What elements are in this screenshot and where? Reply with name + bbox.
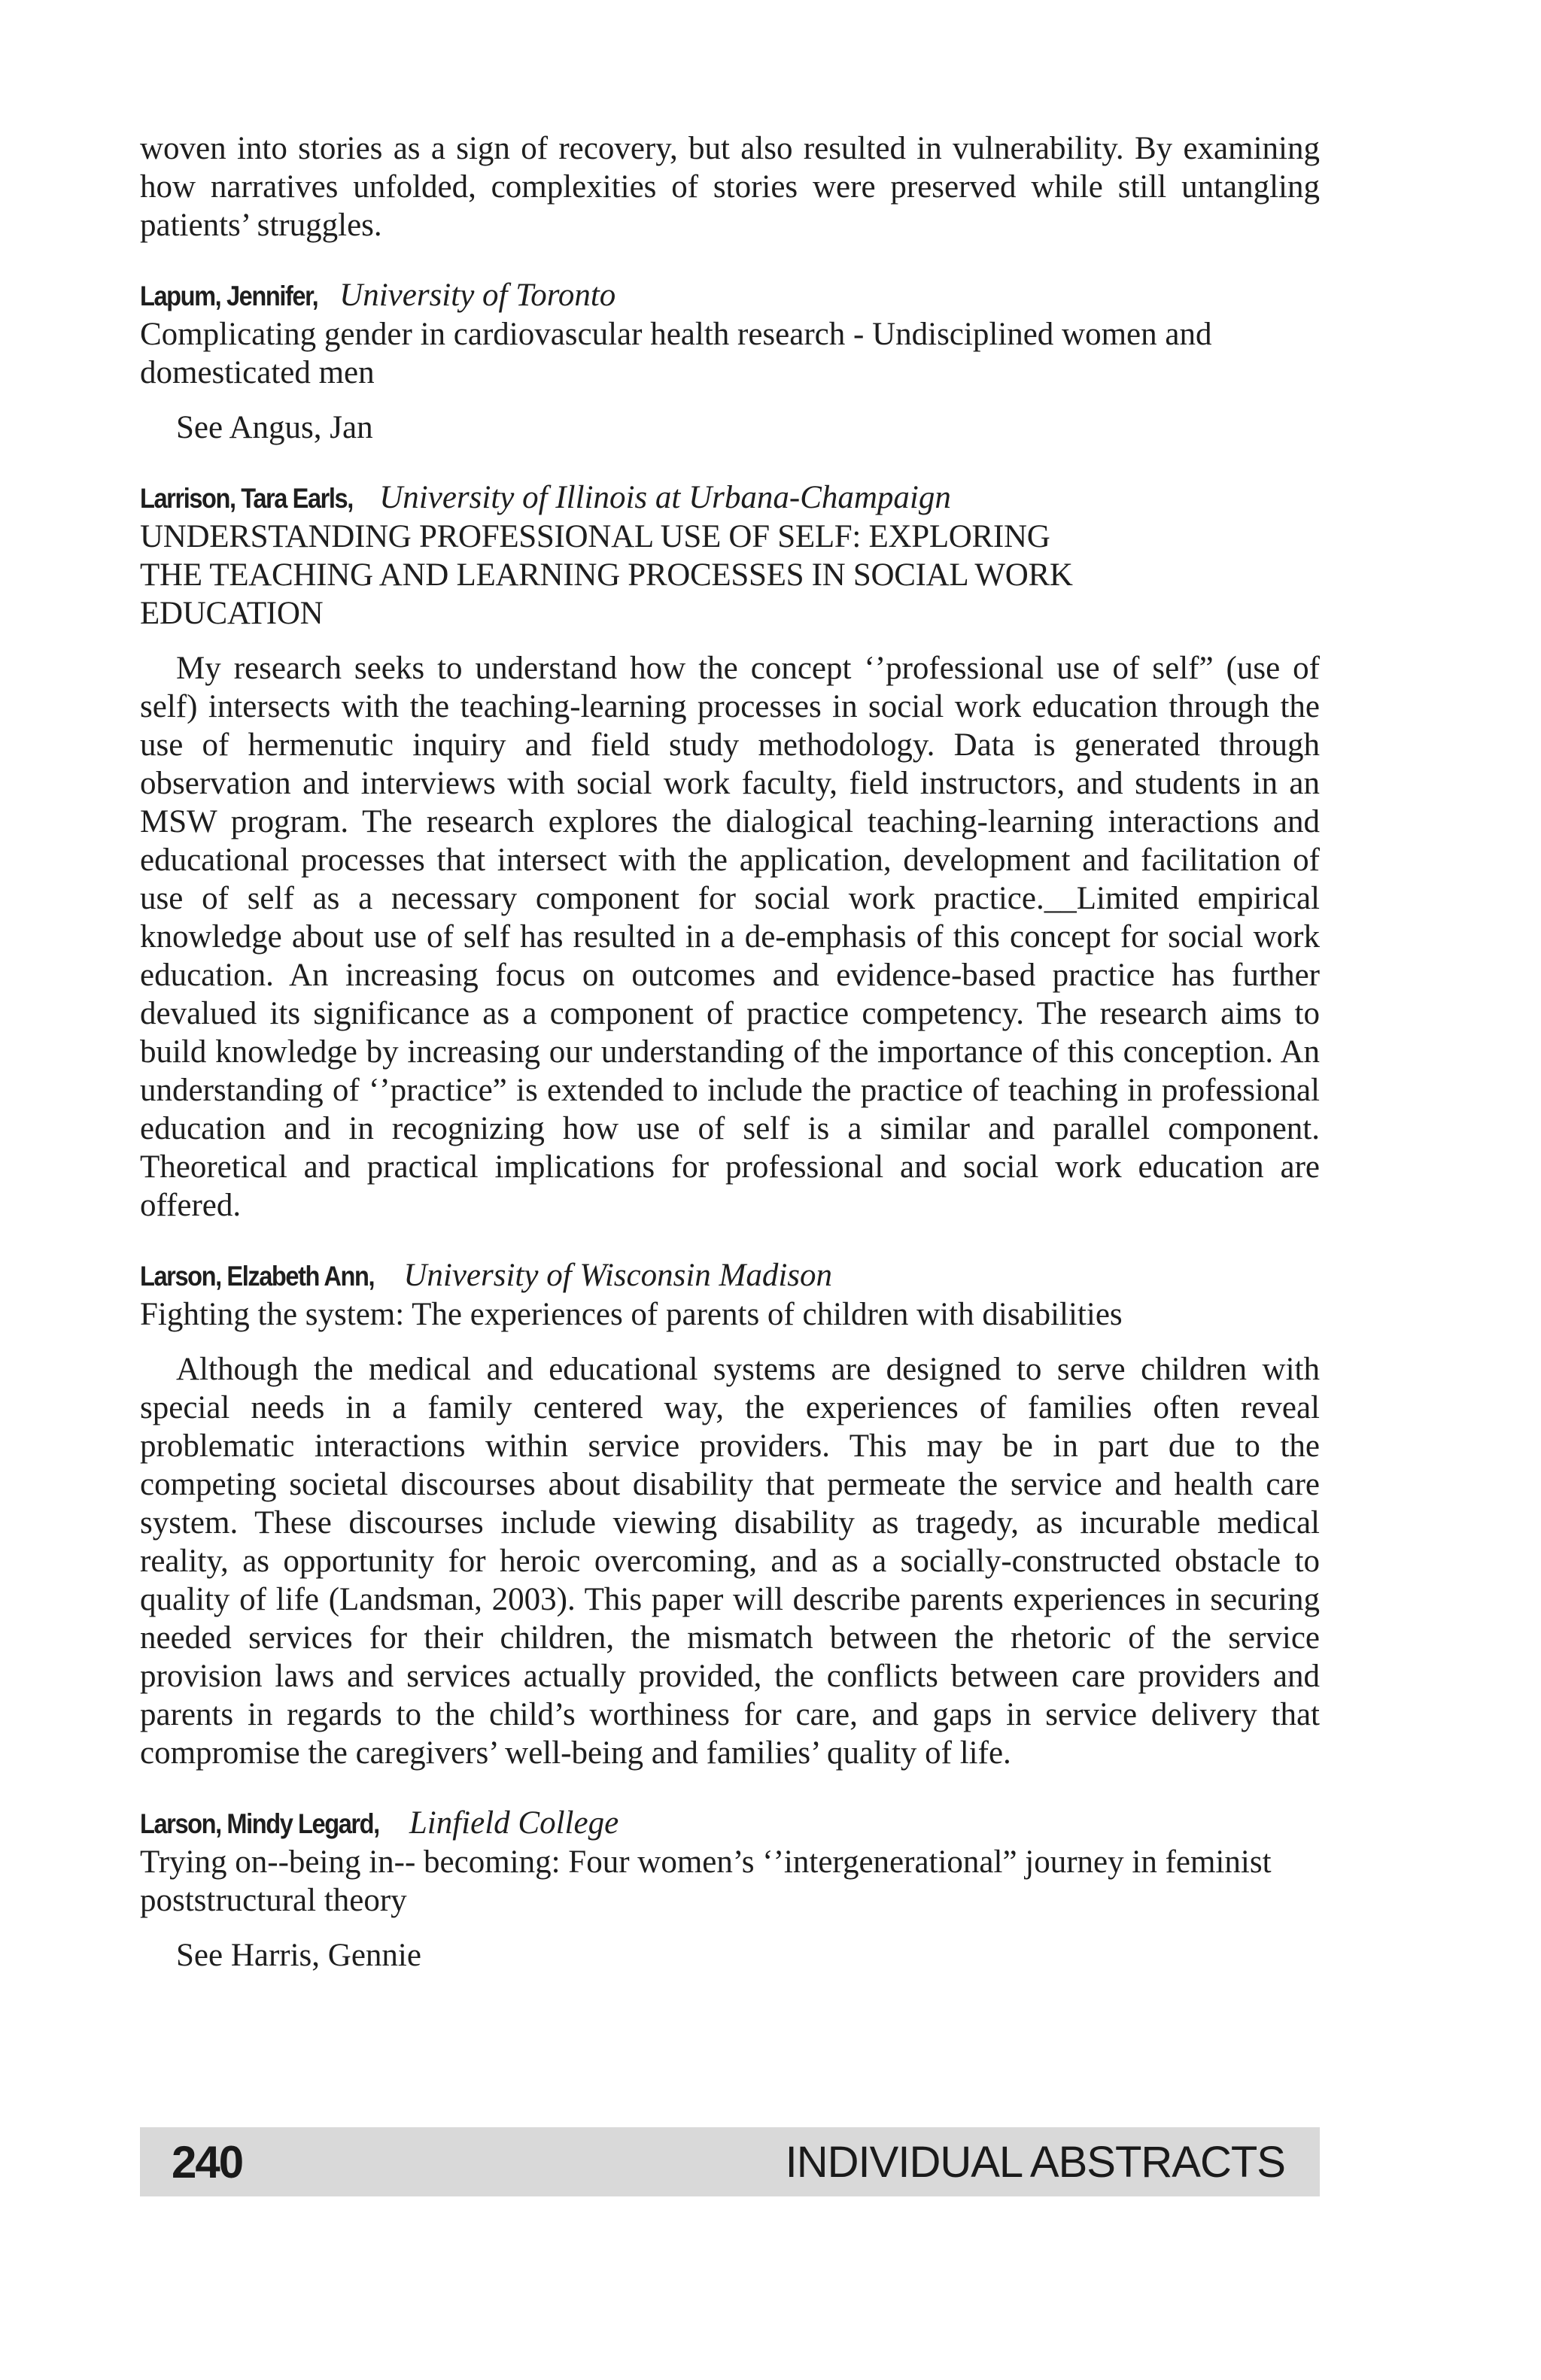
page-content [140,129,1320,1975]
author-affiliation: Linfield College [409,1805,619,1841]
abstract-title-line: THE TEACHING AND LEARNING PROCESSES IN SOCIAL WORK [140,557,1073,593]
author-affiliation: University of Wisconsin Madison [403,1258,833,1293]
author-name: Lapum, Jennifer, [140,281,318,311]
abstract-title-line: UNDERSTANDING PROFESSIONAL USE OF SELF: EXPLORING [140,519,1050,554]
author-affiliation: University of Illinois at Urbana-Champaign [379,480,951,515]
abstract-title: Fighting the system: The experiences of parents of children with disabilities [140,1297,1123,1332]
author-line [140,1804,1320,1843]
author-affiliation: University of Toronto [339,278,616,313]
page-number: 240 [172,2137,243,2187]
abstract-entry-lapum [140,276,1320,447]
page-footer [140,2127,1320,2196]
author-line [140,1256,1320,1295]
see-reference: See Angus, Jan [176,410,373,445]
abstract-body: My research seeks to understand how the concept ‘’professional use of self” (use of self) intersects with the teaching-learning processes in social work education through the use of hermenutic inquiry and field study methodology. Data is generated through observation and interviews with social work faculty, field instructors, and students in an MSW program. The research explores the dialogical teaching-learning interactions and educational processes that intersect with the application, development and facilitation of use of self as a necessary component for social work practice.__Limited empirical knowledge about use of self has resulted in a de-emphasis of this concept for social work education. An increasing focus on outcomes and evidence-based practice has further devalued its significance as a component of practice competency. The research aims to build knowledge by increasing our understanding of the importance of this conception. An understanding of ‘’practice” is extended to include the practice of teaching in professional education and in recognizing how use of self is a similar and parallel component. Theoretical and practical implications for professional and social work education are offered. [140,651,1320,1223]
see-reference: See Harris, Gennie [176,1938,421,1973]
author-name: Larson, Elzabeth Ann, [140,1261,375,1292]
author-name: Larrison, Tara Earls, [140,483,353,514]
abstract-title-line: EDUCATION [140,596,324,631]
abstract-entry-larrison [140,478,1320,1225]
author-name: Larson, Mindy Legard, [140,1808,379,1839]
continued-paragraph: woven into stories as a sign of recovery, but also resulted in vulnerability. By examining how narratives unfolded, complexities of stories were preserved while still untangling patients’ struggles. [140,131,1320,243]
abstract-title: Complicating gender in cardiovascular health research - Undisciplined women and domesticated men [140,317,1212,390]
abstract-title: Trying on--being in-- becoming: Four women’s ‘’intergenerational” journey in feminist poststructural theory [140,1844,1272,1918]
abstract-entry-larson-mindy [140,1804,1320,1975]
abstract-body: Although the medical and educational systems are designed to serve children with special needs in a family centered way, the experiences of families often reveal problematic interactions within service providers. This may be in part due to the competing societal discourses about disability that permeate the service and health care system. These discourses include viewing disability as tragedy, as incurable medical reality, as opportunity for heroic overcoming, and as a socially-constructed obstacle to quality of life (Landsman, 2003). This paper will describe parents experiences in securing needed services for their children, the mismatch between the rhetoric of the service provision laws and services actually provided, the conflicts between care providers and parents in regards to the child’s worthiness for care, and gaps in service delivery that compromise the caregivers’ well-being and families’ quality of life. [140,1352,1320,1771]
author-line [140,478,1320,518]
abstract-entry-larson-elizabeth [140,1256,1320,1772]
author-line [140,276,1320,315]
section-title: INDIVIDUAL ABSTRACTS [785,2138,1285,2187]
